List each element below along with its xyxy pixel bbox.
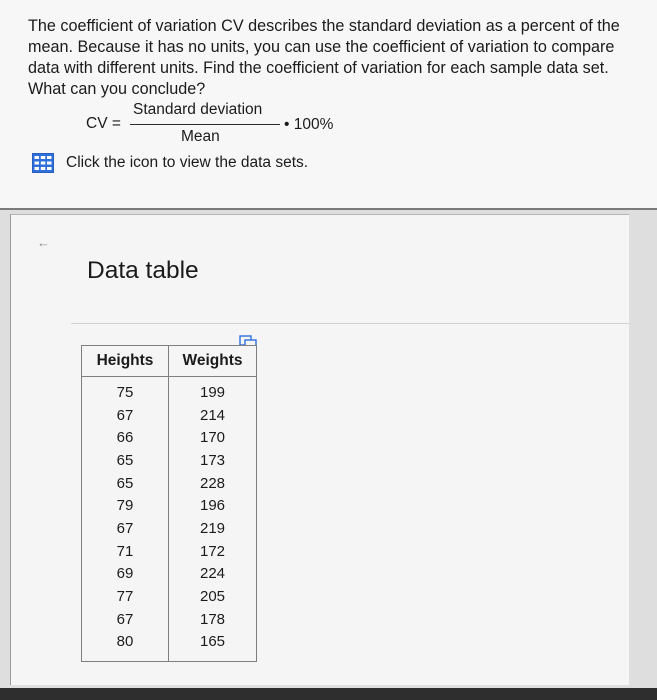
table-row [82, 585, 257, 608]
table-row [82, 449, 257, 472]
height-cell: 71 [82, 540, 169, 563]
height-cell: 66 [82, 426, 169, 449]
height-cell: 80 [82, 631, 169, 662]
formula-lhs: CV = [86, 115, 121, 132]
weight-cell: 165 [199, 633, 226, 651]
view-data-link[interactable]: Click the icon to view the data sets. [66, 154, 309, 171]
weight-cell: 228 [199, 474, 226, 492]
table-row [82, 494, 257, 517]
bottom-edge-bar [0, 688, 657, 700]
weight-cell: 170 [199, 429, 226, 447]
cv-formula [86, 101, 346, 147]
height-cell: 79 [82, 494, 169, 517]
table-row [82, 608, 257, 631]
data-popup-window [0, 208, 657, 690]
question-text: The coefficient of variation CV describes the standard deviation as a percent of the mean. Because it has no units, you can use the coefficient of variation to compare data with different units. Find the coefficient of variation for each sample data set. What can you conclude? [28, 17, 620, 98]
height-cell: 67 [82, 517, 169, 540]
weight-cell: 199 [199, 383, 226, 401]
question-card [0, 0, 657, 212]
column-header-heights: Heights [82, 346, 169, 377]
weight-cell: 173 [199, 451, 226, 469]
grid-icon[interactable] [32, 153, 54, 173]
table-row [82, 631, 257, 662]
popup-title: Data table [87, 257, 199, 284]
table-row [82, 540, 257, 563]
height-cell: 67 [82, 404, 169, 427]
formula-multiplier: • 100% [284, 116, 334, 133]
formula-numerator: Standard deviation [133, 101, 263, 118]
height-cell: 77 [82, 585, 169, 608]
weight-cell: 178 [199, 610, 226, 628]
formula-denominator: Mean [181, 128, 220, 145]
height-cell: 65 [82, 472, 169, 495]
column-header-weights: Weights [169, 346, 257, 377]
table-row [82, 472, 257, 495]
fraction-bar [130, 124, 280, 125]
data-table [81, 345, 257, 662]
height-cell: 67 [82, 608, 169, 631]
table-row [82, 377, 257, 404]
table-row [82, 404, 257, 427]
weight-cell: 224 [199, 565, 226, 583]
weight-cell: 196 [199, 497, 226, 515]
table-row [82, 426, 257, 449]
weight-cell: 219 [199, 519, 226, 537]
view-data-row[interactable] [32, 152, 308, 174]
height-cell: 65 [82, 449, 169, 472]
data-popup-panel [10, 214, 629, 685]
table-header-row [82, 346, 257, 377]
back-arrow-icon[interactable]: ← [37, 235, 50, 250]
height-cell: 69 [82, 563, 169, 586]
height-cell: 75 [82, 377, 169, 404]
weight-cell: 205 [199, 588, 226, 606]
divider [71, 323, 629, 324]
table-row [82, 563, 257, 586]
table-row [82, 517, 257, 540]
weight-cell: 214 [199, 406, 226, 424]
weight-cell: 172 [199, 542, 226, 560]
